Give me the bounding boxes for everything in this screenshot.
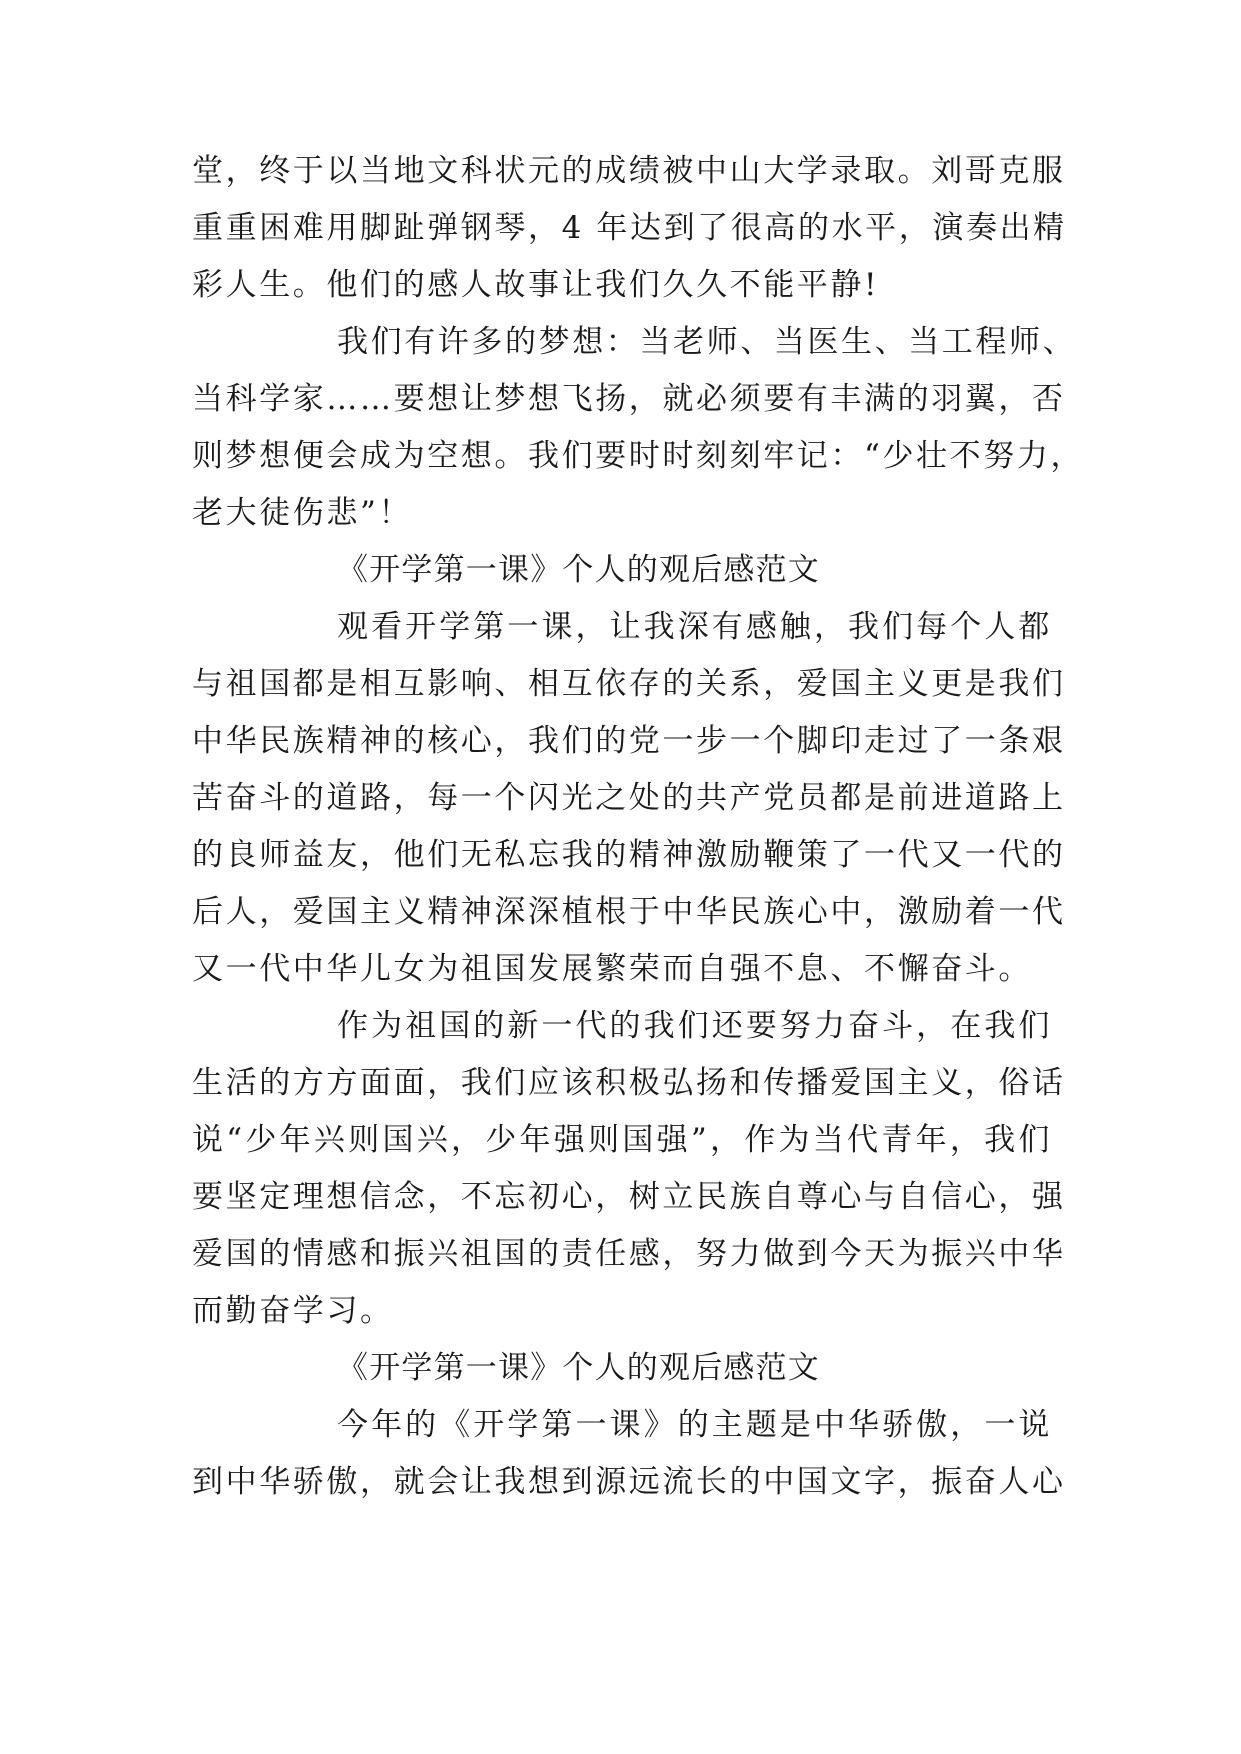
text-line: 彩人生。他们的感人故事让我们久久不能平静! xyxy=(192,267,880,303)
paragraph-start-line: 今年的《开学第一课》的主题是中华骄傲，一说 xyxy=(337,1407,1052,1443)
paragraph-start-line: 我们有许多的梦想：当老师、当医生、当工程师、 xyxy=(337,324,1077,360)
text-line: 苦奋斗的道路，每一个闪光之处的共产党员都是前进道路上 xyxy=(192,780,1066,816)
text-line: 说“少年兴则国兴，少年强则国强”，作为当代青年，我们 xyxy=(192,1122,1052,1158)
text-line: 又一代中华儿女为祖国发展繁荣而自强不息、不懈奋斗。 xyxy=(192,951,1032,987)
section-title: 《开学第一课》个人的观后感范文 xyxy=(337,552,820,588)
text-line: 的良师益友，他们无私忘我的精神激励鞭策了一代又一代的 xyxy=(192,837,1066,873)
text-line: 与祖国都是相互影响、相互依存的关系，爱国主义更是我们 xyxy=(192,666,1066,702)
text-line: 要坚定理想信念，不忘初心，树立民族自尊心与自信心，强 xyxy=(192,1179,1066,1215)
text-line: 中华民族精神的核心，我们的党一步一个脚印走过了一条艰 xyxy=(192,723,1066,759)
text-line: 生活的方方面面，我们应该积极弘扬和传播爱国主义，俗话 xyxy=(192,1065,1066,1101)
paragraph-start-line: 作为祖国的新一代的我们还要努力奋斗，在我们 xyxy=(337,1008,1052,1044)
text-line: 重重困难用脚趾弹钢琴，4 年达到了很高的水平，演奏出精 xyxy=(192,210,1067,246)
text-line: 老大徒伤悲”！ xyxy=(192,495,413,531)
text-line: 而勤奋学习。 xyxy=(192,1293,394,1329)
paragraph-start-line: 观看开学第一课，让我深有感触，我们每个人都 xyxy=(337,609,1052,645)
text-line: 到中华骄傲，就会让我想到源远流长的中国文字，振奋人心 xyxy=(192,1464,1066,1500)
text-line: 后人，爱国主义精神深深植根于中华民族心中，激励着一代 xyxy=(192,894,1066,930)
text-line: 当科学家……要想让梦想飞扬，就必须要有丰满的羽翼，否 xyxy=(192,381,1066,417)
text-line: 堂，终于以当地文科状元的成绩被中山大学录取。刘哥克服 xyxy=(192,153,1066,189)
text-line: 爱国的情感和振兴祖国的责任感，努力做到今天为振兴中华 xyxy=(192,1236,1066,1272)
section-title: 《开学第一课》个人的观后感范文 xyxy=(337,1350,820,1386)
text-line: 则梦想便会成为空想。我们要时时刻刻牢记：“少壮不努力， xyxy=(192,438,1085,474)
